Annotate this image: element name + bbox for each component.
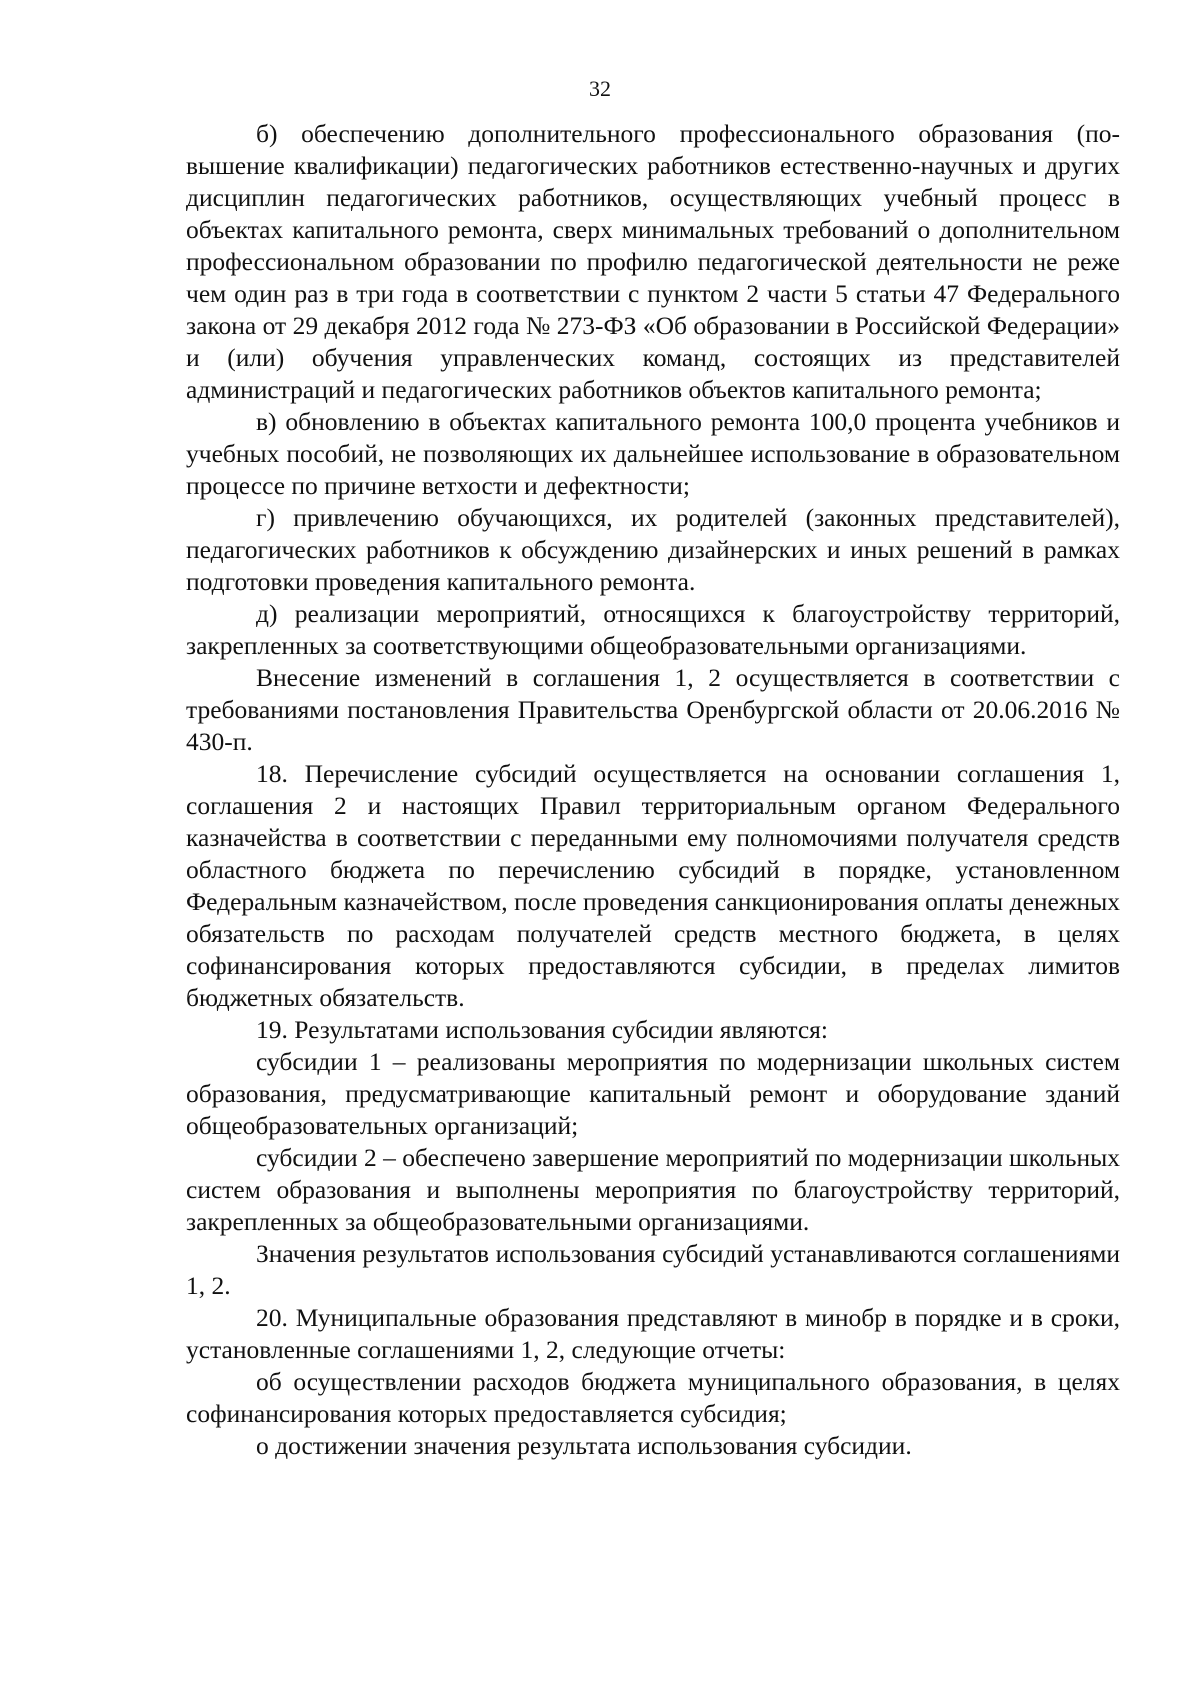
page-number: 32 (589, 76, 611, 101)
paragraph-agreement-changes: Внесение изменений в соглашения 1, 2 осуществляется в соответствии с требованиями постановления Правительства Оренбургской области от 20.06.2016 № 430-п. (186, 663, 1120, 756)
paragraph-b-professional-education: б) обеспечению дополнительного профессионального образования (повышение квалификации) педагогических работников естественно-научных и других дисциплин педагогических работников, осуществляющих учебный процесс в объектах капитального ремонта, сверх минимальных требований о дополнительном профессиональном образовании по профилю педагогической деятельности не реже чем один раз в три года в соответствии с пунктом 2 части 5 статьи 47 Федерального закона от 29 декабря 2012 года № 273-ФЗ «Об образовании в Российской Федерации» и (или) обучения управленческих команд, состоящих из представителей администраций и педагогических работников объектов капитального ремонта; (186, 119, 1120, 404)
paragraph-d-landscaping: д) реализации мероприятий, относящихся к благоустройству территорий, закрепленных за соответствующими общеобразовательными организациями. (186, 599, 1120, 660)
paragraph-g-discussion: г) привлечению обучающихся, их родителей (законных представителей), педагогических работников к обсуждению дизайнерских и иных решений в рамках подготовки проведения капитального ремонта. (186, 503, 1120, 596)
paragraph-report-achievement: о достижении значения результата использования субсидии. (256, 1431, 912, 1460)
paragraph-result-values: Значения результатов использования субсидий устанавливаются соглашениями 1, 2. (186, 1239, 1120, 1300)
paragraph-subsidy-2: субсидии 2 – обеспечено завершение мероприятий по модернизации школьных систем образования и выполнены мероприятия по благоустройству территорий, закрепленных за общеобразовательными организациями. (186, 1143, 1120, 1236)
paragraph-report-expenses: об осуществлении расходов бюджета муниципального образования, в целях софинансирования которых предоставляется субсидия; (186, 1367, 1120, 1428)
paragraph-19-results: 19. Результатами использования субсидии являются: (256, 1015, 828, 1044)
document-body (186, 118, 1120, 1462)
paragraph-subsidy-1: субсидии 1 – реализованы мероприятия по модернизации школьных систем образования, предусматривающие капитальный ремонт и оборудование зданий общеобразовательных организаций; (186, 1047, 1120, 1140)
paragraph-18-transfer: 18. Перечисление субсидий осуществляется на основании соглашения 1, соглашения 2 и настоящих Правил территориальным органом Федерального казначейства в соответствии с переданными ему полномочиями получателя средств областного бюджета по перечислению субсидий в порядке, установленном Федеральным казначейством, после проведения санкционирования оплаты денежных обязательств по расходам получателей средств местного бюджета, в целях софинансирования которых предоставляются субсидии, в пределах лимитов бюджетных обязательств. (186, 759, 1120, 1012)
paragraph-v-textbooks: в) обновлению в объектах капитального ремонта 100,0 процента учебников и учебных пособий, не позволяющих их дальнейшее использование в образовательном процессе по причине ветхости и дефектности; (186, 407, 1120, 500)
paragraph-20-reports: 20. Муниципальные образования представляют в минобр в порядке и в сроки, установленные соглашениями 1, 2, следующие отчеты: (186, 1303, 1120, 1364)
